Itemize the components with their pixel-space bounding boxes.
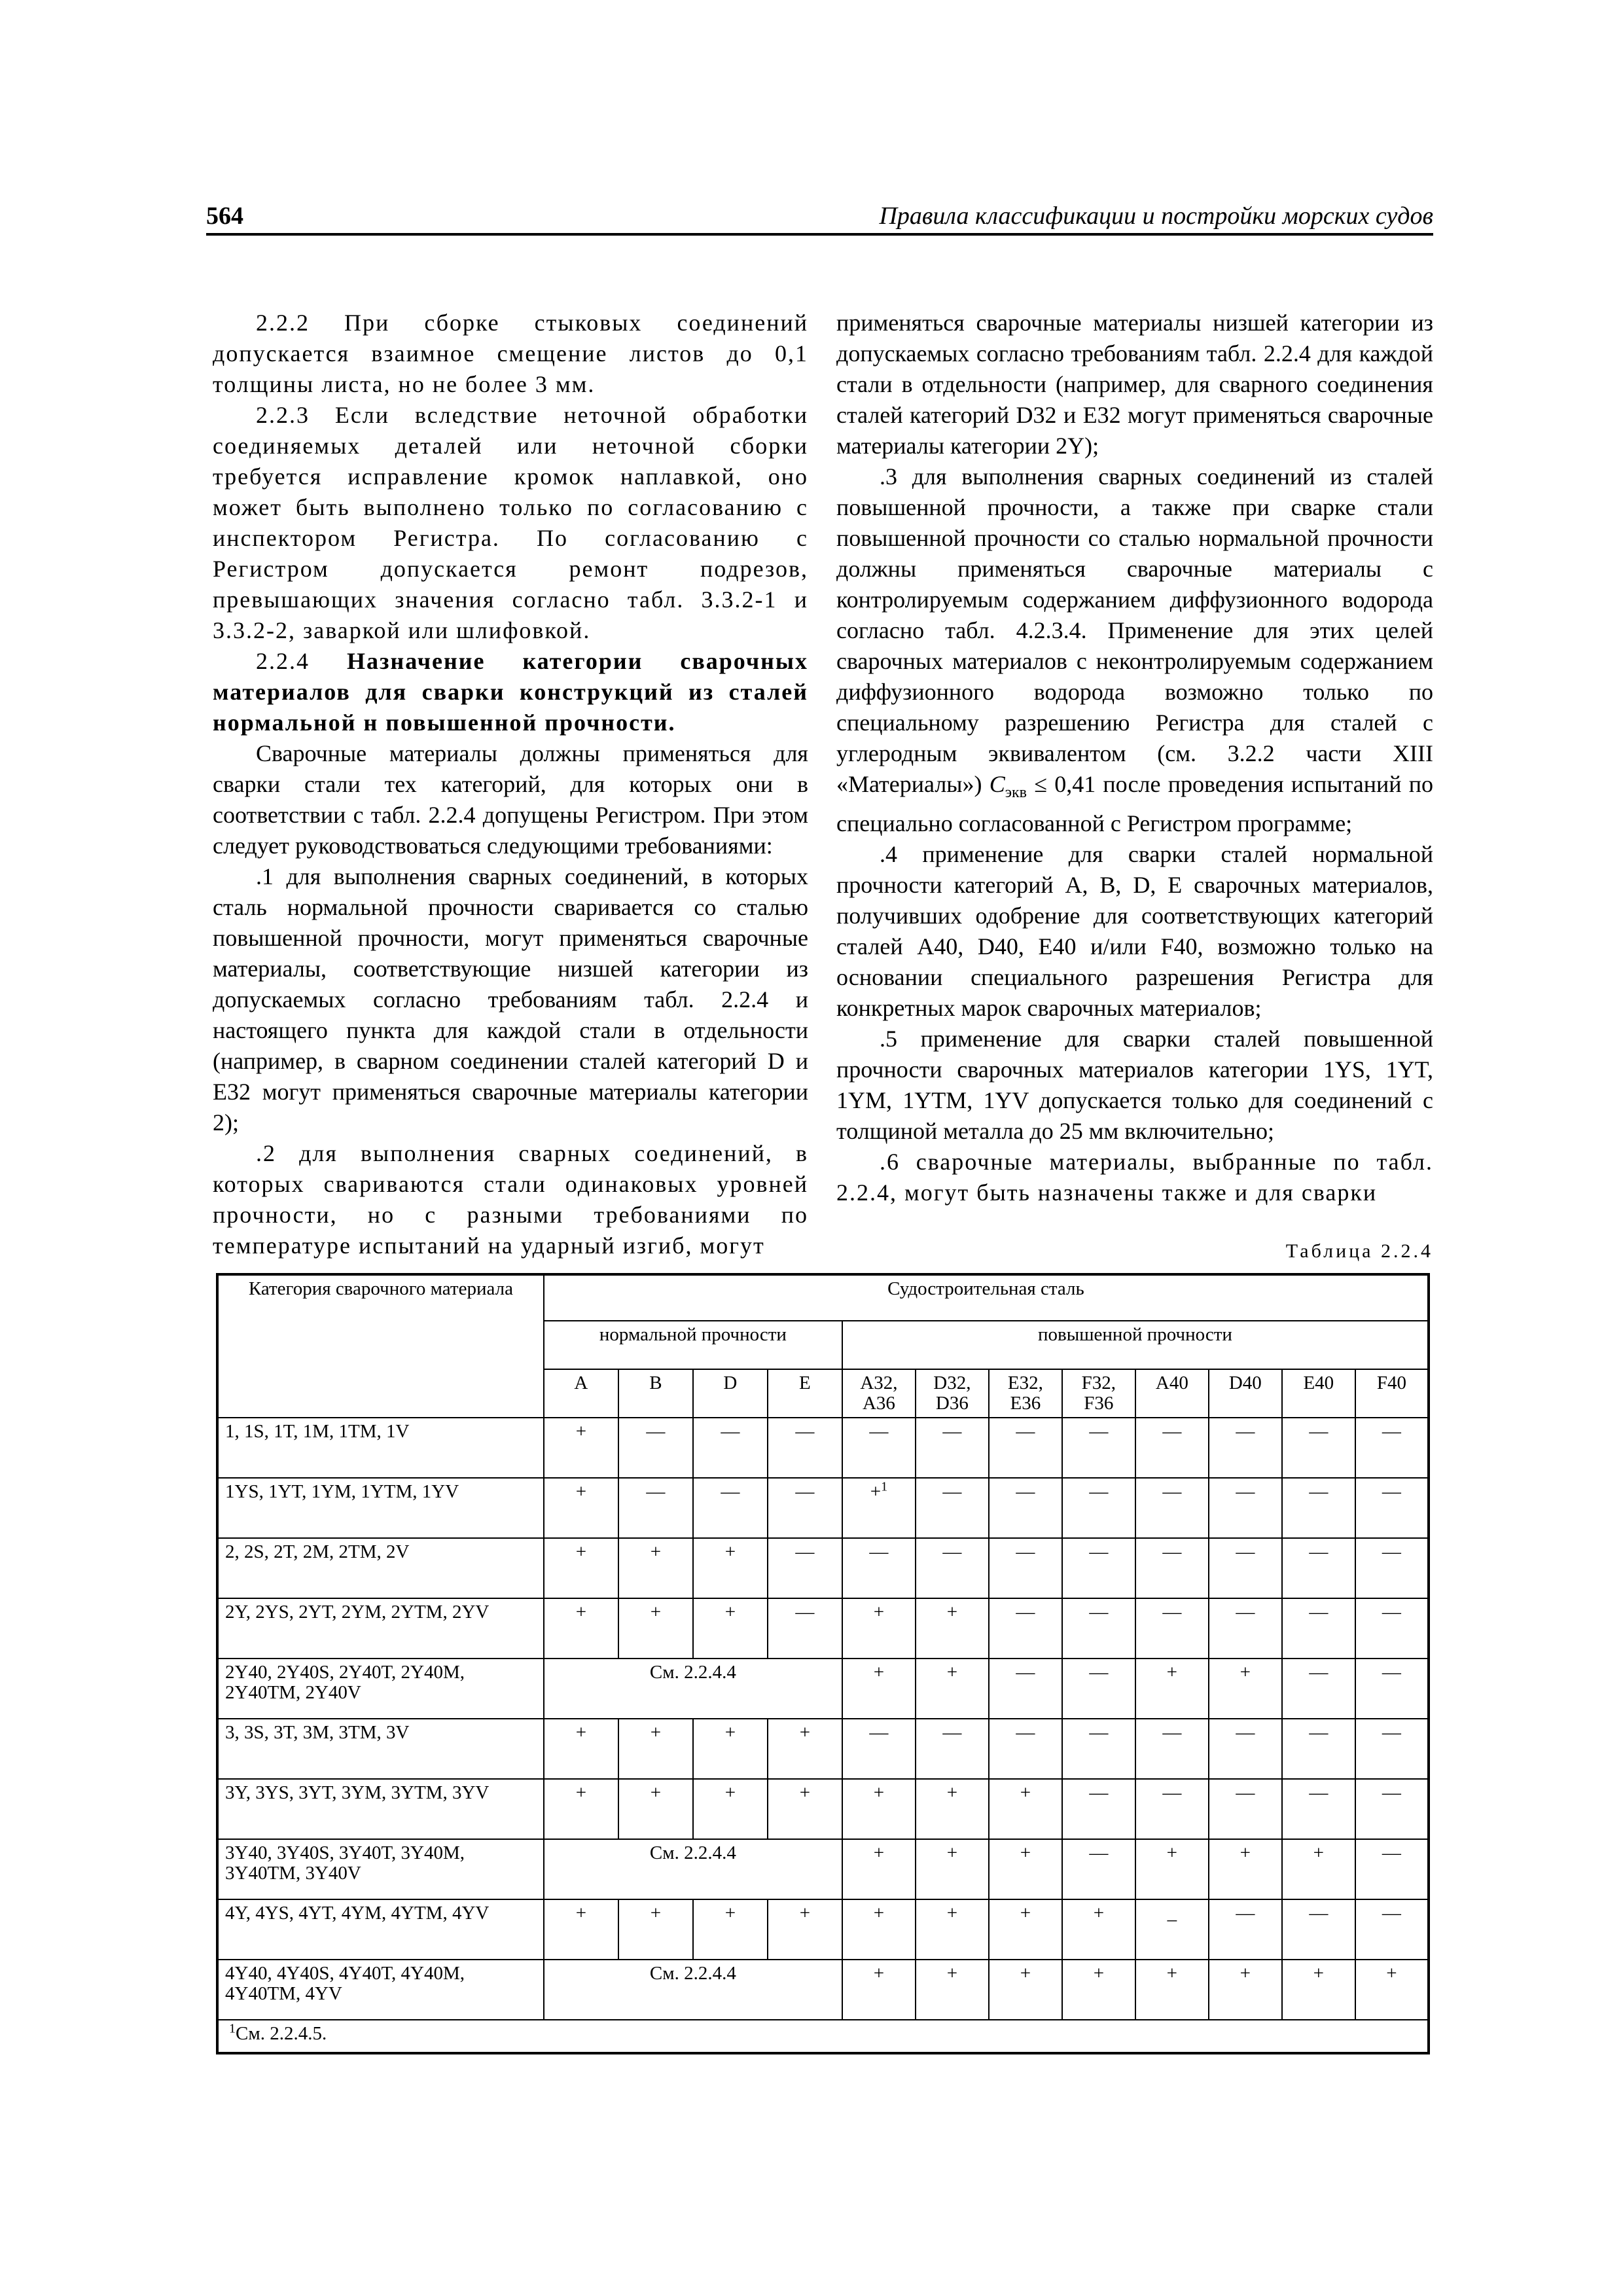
table-cell	[1209, 1538, 1282, 1598]
cell-value: —	[1309, 1481, 1329, 1502]
cell-value: —	[942, 1421, 962, 1442]
cell-value: +	[1020, 1782, 1031, 1803]
table-cell	[1209, 1719, 1282, 1779]
cell-value: +	[946, 1662, 958, 1683]
cell-value: —	[1016, 1602, 1035, 1623]
table-cell	[842, 1659, 916, 1719]
table-cell	[989, 1538, 1062, 1598]
table-cell	[618, 1779, 693, 1839]
paragraph-2-2-2: 2.2.2 При сборке стыковых соединений допускается взаимное смещение листов до 0,1 толщины листа, но не более 3 мм.	[213, 310, 808, 397]
running-title: Правила классификации и постройки морских судов	[879, 202, 1433, 230]
paragraph-intro: Сварочные материалы должны применяться для сварки стали тех категорий, для которых они в соответствии с табл. 2.2.4 допущены Регистром. При этом следует руководствоваться следующими требованиями:	[213, 740, 808, 859]
cell-value: —	[1162, 1481, 1182, 1502]
row-category: 1, 1S, 1T, 1M, 1TM, 1V	[217, 1418, 544, 1478]
cell-value: +	[946, 1963, 958, 1984]
cell-value: +	[1313, 1842, 1324, 1863]
cell-value: —	[646, 1421, 666, 1442]
cell-value: —	[1236, 1782, 1255, 1803]
cell-value: —	[1089, 1421, 1109, 1442]
cell-value: —	[1382, 1842, 1401, 1863]
cell-value: +	[650, 1722, 662, 1743]
cell-value: —	[942, 1541, 962, 1562]
header-normal-strength: нормальной прочности	[544, 1321, 842, 1369]
cell-value: —	[1382, 1903, 1401, 1924]
table-cell	[842, 1839, 916, 1899]
page-number: 564	[206, 202, 243, 230]
table-row	[217, 1538, 1429, 1598]
table-cell	[842, 1418, 916, 1478]
table-cell	[842, 1538, 916, 1598]
cell-value: +	[873, 1842, 885, 1863]
column-header: D40	[1209, 1369, 1282, 1418]
table-cell	[1135, 1659, 1209, 1719]
table-cell	[989, 1899, 1062, 1960]
table-cell	[768, 1719, 842, 1779]
table-cell	[1135, 1418, 1209, 1478]
cell-value: —	[1309, 1662, 1329, 1683]
cell-value: _	[1167, 1903, 1177, 1924]
table-cell	[1135, 1478, 1209, 1538]
table-cell	[1209, 1960, 1282, 2020]
paragraph-2-2-4	[213, 646, 808, 738]
paragraph-item-2: .2 для выполнения сварных соединений, в которых свариваются стали одинаковых уровней прочности, но с разными требованиями по температуре испытаний на ударный изгиб, могут	[213, 1140, 808, 1259]
row-category: 2Y, 2YS, 2YT, 2YM, 2YTM, 2YV	[217, 1598, 544, 1659]
cell-value: —	[869, 1722, 889, 1743]
row-category: 2Y40, 2Y40S, 2Y40T, 2Y40M, 2Y40TM, 2Y40V	[217, 1659, 544, 1719]
table-cell	[1355, 1598, 1429, 1659]
table-cell	[842, 1719, 916, 1779]
cell-value: +	[1240, 1842, 1251, 1863]
table-cell	[1282, 1478, 1355, 1538]
cell-value: —	[1089, 1602, 1109, 1623]
table-cell	[1282, 1839, 1355, 1899]
cell-value: —	[869, 1541, 889, 1562]
cell-value: +	[575, 1541, 587, 1562]
table-cell	[989, 1598, 1062, 1659]
table-cell	[1355, 1659, 1429, 1719]
cell-value: —	[795, 1481, 815, 1502]
cell-value: —	[942, 1722, 962, 1743]
cell-value: —	[1309, 1782, 1329, 1803]
paragraph-2-2-3: 2.2.3 Если вследствие неточной обработки соединяемых деталей или неточной сборки требуется исправление кромок наплавкой, оно может быть выполнено только по согласованию с инспектором Регистра. По согласованию с Регистром допускается ремонт подрезов, превышающих значения согласно табл. 3.3.2-1 и 3.3.2-2, заваркой или шлифовкой.	[213, 402, 808, 643]
cell-value: —	[1089, 1481, 1109, 1502]
table-row	[217, 1719, 1429, 1779]
cell-value: —	[869, 1421, 889, 1442]
cell-value: —	[1309, 1722, 1329, 1743]
table-cell	[842, 1899, 916, 1960]
see-reference: См. 2.2.4.4	[544, 1960, 842, 2020]
table-cell	[1282, 1659, 1355, 1719]
table-cell	[1282, 1899, 1355, 1960]
table-cell	[1209, 1478, 1282, 1538]
table-cell	[916, 1719, 989, 1779]
cell-value: +	[873, 1662, 885, 1683]
cell-value: +	[1093, 1963, 1105, 1984]
cell-value: —	[646, 1481, 666, 1502]
cell-value: +	[799, 1722, 811, 1743]
table-cell	[916, 1960, 989, 2020]
cell-value: —	[942, 1481, 962, 1502]
cell-value: +	[575, 1481, 587, 1502]
cell-value: —	[1309, 1903, 1329, 1924]
paragraph-item-2-cont: применяться сварочные материалы низшей категории из допускаемых согласно требованиям табл. 2.2.4 для каждой стали в отдельности (например, для сварного соединения сталей категорий D32 и Е32 могут применяться сварочные материалы категории 2Y);	[836, 310, 1433, 459]
table-row	[217, 1960, 1429, 2020]
table-footnote	[217, 2020, 1429, 2053]
paragraph-number: 2.2.4	[256, 648, 310, 674]
table-cell	[544, 1598, 618, 1659]
table-cell	[1062, 1960, 1135, 2020]
header-steel: Судостроительная сталь	[544, 1274, 1429, 1321]
carbon-equivalent-symbol: C	[989, 771, 1005, 797]
table-cell	[618, 1538, 693, 1598]
see-reference: См. 2.2.4.4	[544, 1659, 842, 1719]
see-reference: См. 2.2.4.4	[544, 1839, 842, 1899]
cell-value: +	[650, 1782, 662, 1803]
footnote-text: См. 2.2.4.5.	[236, 2023, 327, 2044]
cell-value: —	[1382, 1421, 1401, 1442]
cell-value: +	[873, 1782, 885, 1803]
section-heading: Назначение категории сварочных материалов для сварки конструкций из сталей нормальной н повышенной прочности.	[213, 648, 809, 736]
table-cell	[1209, 1839, 1282, 1899]
cell-value: +	[1166, 1662, 1178, 1683]
table-row	[217, 1839, 1429, 1899]
table-cell	[768, 1598, 842, 1659]
cell-value: +	[575, 1421, 587, 1442]
cell-value: +	[873, 1963, 885, 1984]
cell-value: —	[721, 1421, 740, 1442]
table-cell	[1209, 1418, 1282, 1478]
table-cell	[1062, 1719, 1135, 1779]
table-cell	[989, 1719, 1062, 1779]
paragraph-item-6: .6 сварочные материалы, выбранные по табл. 2.2.4, могут быть назначены также и для сварки	[836, 1149, 1433, 1206]
table-cell	[618, 1899, 693, 1960]
column-header: E32, E36	[989, 1369, 1062, 1418]
cell-value: +	[1313, 1963, 1324, 1984]
table-cell	[618, 1478, 693, 1538]
cell-value: —	[795, 1541, 815, 1562]
cell-value: +	[575, 1722, 587, 1743]
table-cell	[989, 1839, 1062, 1899]
table-cell	[768, 1779, 842, 1839]
cell-value: —	[1236, 1903, 1255, 1924]
table-cell	[1209, 1899, 1282, 1960]
table-cell	[693, 1418, 768, 1478]
cell-value: —	[1162, 1421, 1182, 1442]
table-cell	[916, 1779, 989, 1839]
table-cell	[1135, 1719, 1209, 1779]
table-cell	[1282, 1779, 1355, 1839]
paragraph-item-1: .1 для выполнения сварных соединений, в которых сталь нормальной прочности сваривается со сталью повышенной прочности, могут применяться сварочные материалы, соответствующие низшей категории из допускаемых согласно требованиям табл. 2.2.4 и настоящего пункта для каждой стали в отдельности (например, в сварном соединении сталей категорий D и Е32 могут применяться сварочные материалы категории 2);	[213, 863, 808, 1136]
cell-value: +	[1020, 1963, 1031, 1984]
cell-value: +	[1240, 1662, 1251, 1683]
item-3-text: .3 для выполнения сварных соединений из сталей повышенной прочности, а также при сварке стали повышенной прочности со сталью нормальной прочности должны применяться сварочные материалы с контролируемым содержанием диффузионного водорода согласно табл. 4.2.3.4. Применение для этих целей сварочных материалов с неконтролируемым содержанием диффузионного водорода возможно только по специальному разрешению Регистра для сталей с углеродным эквивалентом (см. 3.2.2 части XIII «Материалы»)	[836, 463, 1433, 797]
table-cell	[544, 1899, 618, 1960]
cell-value: —	[1236, 1602, 1255, 1623]
cell-value: —	[1309, 1421, 1329, 1442]
cell-value: +	[575, 1602, 587, 1623]
cell-value: —	[1089, 1541, 1109, 1562]
table-cell	[693, 1899, 768, 1960]
cell-value: +	[1240, 1963, 1251, 1984]
table-row	[217, 1598, 1429, 1659]
table-row	[217, 1659, 1429, 1719]
cell-value: —	[1162, 1722, 1182, 1743]
table-cell	[1355, 1899, 1429, 1960]
table-cell	[693, 1538, 768, 1598]
cell-value: +	[575, 1782, 587, 1803]
column-header: F40	[1355, 1369, 1429, 1418]
table-cell	[916, 1538, 989, 1598]
table-row	[217, 1478, 1429, 1538]
table-cell	[916, 1899, 989, 1960]
footnote-row	[217, 2020, 1429, 2053]
cell-value: +	[1093, 1903, 1105, 1924]
cell-value: +	[1166, 1842, 1178, 1863]
table-cell	[693, 1779, 768, 1839]
table-cell	[1355, 1779, 1429, 1839]
table-cell	[916, 1839, 989, 1899]
item-3-text-end: ≤ 0,41 после проведения испытаний по специально согласованной с Регистром программе;	[836, 771, 1433, 837]
cell-value: —	[1309, 1541, 1329, 1562]
table-cell	[1062, 1659, 1135, 1719]
table-cell	[544, 1478, 618, 1538]
cell-value: +	[1386, 1963, 1397, 1984]
cell-value: +	[946, 1842, 958, 1863]
table-cell	[916, 1659, 989, 1719]
table-cell	[1062, 1478, 1135, 1538]
cell-value: —	[1236, 1421, 1255, 1442]
table-cell	[1135, 1899, 1209, 1960]
cell-value: +	[946, 1602, 958, 1623]
table-row	[217, 1418, 1429, 1478]
table-cell	[768, 1418, 842, 1478]
cell-value: —	[1382, 1722, 1401, 1743]
cell-value: +	[575, 1903, 587, 1924]
cell-value: —	[1089, 1842, 1109, 1863]
cell-value: —	[1162, 1782, 1182, 1803]
footnote-number: 1	[229, 2021, 236, 2036]
row-category: 3Y40, 3Y40S, 3Y40T, 3Y40M, 3Y40TM, 3Y40V	[217, 1839, 544, 1899]
row-category: 1YS, 1YT, 1YM, 1YTM, 1YV	[217, 1478, 544, 1538]
table-cell	[842, 1960, 916, 2020]
column-header: D32, D36	[916, 1369, 989, 1418]
table-cell	[1282, 1960, 1355, 2020]
row-category: 4Y40, 4Y40S, 4Y40T, 4Y40M, 4Y40TM, 4YV	[217, 1960, 544, 2020]
table-cell	[842, 1598, 916, 1659]
table-cell	[768, 1478, 842, 1538]
cell-value: +	[724, 1602, 736, 1623]
table-cell	[693, 1478, 768, 1538]
cell-value: +	[873, 1903, 885, 1924]
table-cell	[544, 1779, 618, 1839]
cell-value: —	[1016, 1541, 1035, 1562]
column-header: A	[544, 1369, 618, 1418]
table-cell	[989, 1478, 1062, 1538]
table-wrapper	[216, 1273, 1430, 2054]
table-cell	[916, 1598, 989, 1659]
cell-value: —	[1162, 1602, 1182, 1623]
cell-value: —	[795, 1421, 815, 1442]
table-cell	[1062, 1779, 1135, 1839]
column-header: F32, F36	[1062, 1369, 1135, 1418]
table-cell	[1209, 1659, 1282, 1719]
table-cell	[1135, 1779, 1209, 1839]
table-cell	[1209, 1598, 1282, 1659]
cell-value: +	[799, 1782, 811, 1803]
table-cell	[768, 1899, 842, 1960]
table-cell	[1355, 1719, 1429, 1779]
table-cell	[1209, 1779, 1282, 1839]
table-cell	[989, 1659, 1062, 1719]
cell-value: —	[1236, 1541, 1255, 1562]
cell-value: —	[1309, 1602, 1329, 1623]
table-cell	[1062, 1418, 1135, 1478]
table-cell	[544, 1719, 618, 1779]
footnote-mark: 1	[881, 1479, 888, 1494]
cell-value: —	[1382, 1541, 1401, 1562]
row-category: 4Y, 4YS, 4YT, 4YM, 4YTM, 4YV	[217, 1899, 544, 1960]
column-header: A32, A36	[842, 1369, 916, 1418]
cell-value: +	[650, 1903, 662, 1924]
paragraph-item-5: .5 применение для сварки сталей повышенной прочности сварочных материалов категории 1YS, 1YT, 1YM, 1YTM, 1YV допускается только для соединений с толщиной металла до 25 мм включительно;	[836, 1026, 1433, 1145]
cell-value: +	[724, 1722, 736, 1743]
column-header: E	[768, 1369, 842, 1418]
table-cell	[1282, 1719, 1355, 1779]
column-header: D	[693, 1369, 768, 1418]
table-cell	[1062, 1538, 1135, 1598]
table-row	[217, 1899, 1429, 1960]
table-cell	[618, 1418, 693, 1478]
table-cell	[1062, 1899, 1135, 1960]
table-cell	[1135, 1598, 1209, 1659]
table-cell	[618, 1598, 693, 1659]
cell-value: +	[946, 1782, 958, 1803]
column-header: E40	[1282, 1369, 1355, 1418]
welding-materials-table	[216, 1273, 1430, 2054]
cell-value: +	[946, 1903, 958, 1924]
table-cell	[1062, 1598, 1135, 1659]
cell-value: —	[1016, 1421, 1035, 1442]
cell-value: —	[1089, 1782, 1109, 1803]
cell-value: +	[650, 1602, 662, 1623]
cell-value: —	[1016, 1722, 1035, 1743]
column-header: B	[618, 1369, 693, 1418]
cell-value: —	[795, 1602, 815, 1623]
cell-value: —	[1016, 1662, 1035, 1683]
left-column	[213, 308, 808, 1261]
table-cell	[1355, 1418, 1429, 1478]
column-header: A40	[1135, 1369, 1209, 1418]
cell-value: +	[870, 1481, 882, 1502]
cell-value: —	[1089, 1722, 1109, 1743]
table-cell	[618, 1719, 693, 1779]
cell-value: —	[1089, 1662, 1109, 1683]
table-caption: Таблица 2.2.4	[1285, 1240, 1433, 1262]
table-cell	[989, 1418, 1062, 1478]
header-category: Категория сварочного материала	[217, 1274, 544, 1418]
cell-value: —	[1382, 1782, 1401, 1803]
table-cell	[1355, 1960, 1429, 2020]
cell-value: —	[1382, 1481, 1401, 1502]
cell-value: —	[1382, 1602, 1401, 1623]
cell-value: —	[1382, 1662, 1401, 1683]
table-cell	[842, 1478, 916, 1538]
cell-value: —	[1236, 1722, 1255, 1743]
cell-value: —	[1236, 1481, 1255, 1502]
table-row	[217, 1779, 1429, 1839]
cell-value: +	[1020, 1903, 1031, 1924]
table-cell	[768, 1538, 842, 1598]
row-category: 3Y, 3YS, 3YT, 3YM, 3YTM, 3YV	[217, 1779, 544, 1839]
table-cell	[916, 1418, 989, 1478]
table-cell	[1062, 1839, 1135, 1899]
header-high-strength: повышенной прочности	[842, 1321, 1429, 1369]
table-cell	[1282, 1598, 1355, 1659]
cell-value: +	[873, 1602, 885, 1623]
paragraph-item-4: .4 применение для сварки сталей нормальной прочности категорий А, В, D, Е сварочных материалов, получивших одобрение для соответствующих категорий сталей А40, D40, Е40 и/или F40, возможно только на основании специального разрешения Регистра для конкретных марок сварочных материалов;	[836, 841, 1433, 1022]
cell-value: —	[1162, 1541, 1182, 1562]
table-cell	[1355, 1478, 1429, 1538]
table-cell	[1135, 1839, 1209, 1899]
table-cell	[693, 1598, 768, 1659]
cell-value: —	[721, 1481, 740, 1502]
table-cell	[989, 1960, 1062, 2020]
row-category: 3, 3S, 3T, 3M, 3TM, 3V	[217, 1719, 544, 1779]
table-cell	[1135, 1960, 1209, 2020]
table-cell	[544, 1538, 618, 1598]
table-cell	[1282, 1418, 1355, 1478]
table-cell	[989, 1779, 1062, 1839]
table-cell	[544, 1418, 618, 1478]
carbon-equivalent-subscript: экв	[1005, 784, 1027, 802]
cell-value: +	[724, 1782, 736, 1803]
cell-value: +	[1020, 1842, 1031, 1863]
cell-value: +	[650, 1541, 662, 1562]
table-cell	[1355, 1538, 1429, 1598]
table-cell	[1135, 1538, 1209, 1598]
table-cell	[916, 1478, 989, 1538]
paragraph-item-3	[836, 461, 1433, 839]
cell-value: +	[1166, 1963, 1178, 1984]
cell-value: +	[724, 1541, 736, 1562]
table-cell	[1355, 1839, 1429, 1899]
right-column	[836, 308, 1433, 1208]
table-cell	[1282, 1538, 1355, 1598]
page-header	[206, 196, 1433, 236]
cell-value: +	[799, 1903, 811, 1924]
table-cell	[842, 1779, 916, 1839]
table-cell	[693, 1719, 768, 1779]
row-category: 2, 2S, 2T, 2M, 2TM, 2V	[217, 1538, 544, 1598]
cell-value: +	[724, 1903, 736, 1924]
cell-value: —	[1016, 1481, 1035, 1502]
